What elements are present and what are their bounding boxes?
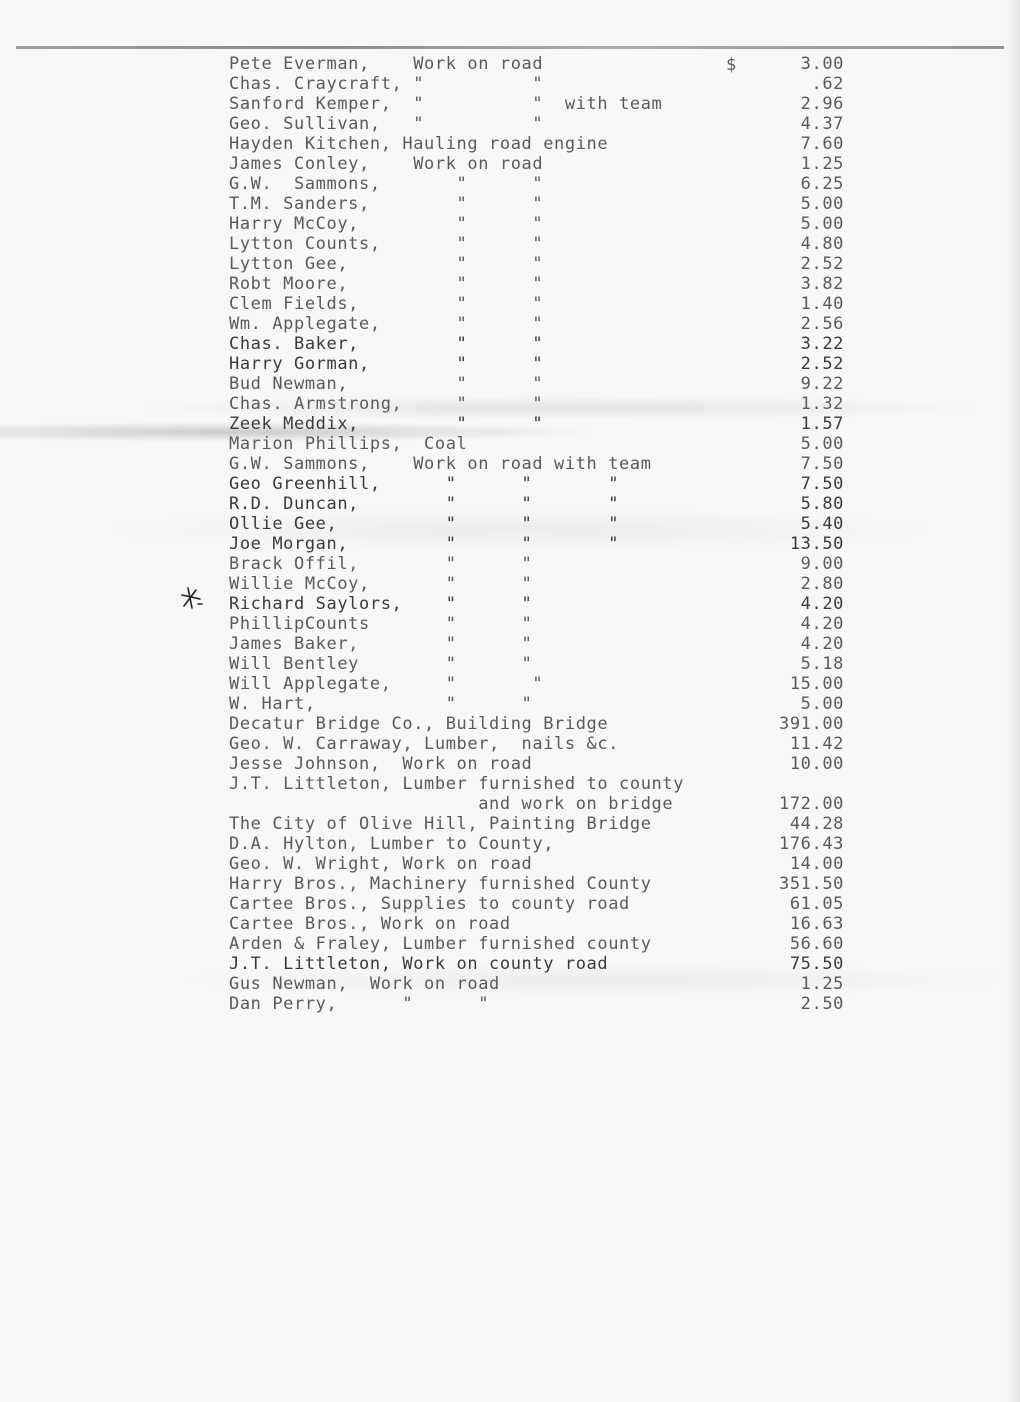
ledger-entry-amount: 9.22 [800, 374, 844, 394]
ledger-row [0, 174, 1020, 194]
ledger-entry-text: J.T. Littleton, Lumber furnished to county [229, 774, 685, 794]
ledger-entry-text: Zeek Meddix, " " [229, 414, 544, 434]
ledger-entry-amount: 5.18 [800, 654, 844, 674]
ledger-row [0, 74, 1020, 94]
ledger-entry-amount: 7.50 [800, 454, 844, 474]
ledger-row [0, 834, 1020, 854]
ledger-entry-text: Willie McCoy, " " [229, 574, 533, 594]
ledger-entry-amount: 7.50 [800, 474, 844, 494]
ledger-entry-text: Chas. Craycraft, " " [229, 74, 544, 94]
ledger-entry-text: G.W. Sammons, " " [229, 174, 544, 194]
ledger-row [0, 54, 1020, 74]
ledger-entry-amount: 16.63 [789, 914, 844, 934]
ledger-entry-amount: 5.00 [800, 214, 844, 234]
ledger-entry-text: James Baker, " " [229, 634, 533, 654]
ledger-entry-amount: .62 [811, 74, 844, 94]
ledger-entry-text: Marion Phillips, Coal [229, 434, 468, 454]
ledger-entry-text: Gus Newman, Work on road [229, 974, 500, 994]
ledger-entry-text: Robt Moore, " " [229, 274, 544, 294]
ledger-entry-amount: 4.20 [800, 634, 844, 654]
ledger-row [0, 654, 1020, 674]
ledger-entry-amount: 5.00 [800, 434, 844, 454]
ledger-row [0, 394, 1020, 414]
ledger-entry-amount: 44.28 [789, 814, 844, 834]
ledger-entry-amount: 9.00 [800, 554, 844, 574]
ledger-entry-text: Wm. Applegate, " " [229, 314, 544, 334]
ledger-row [0, 254, 1020, 274]
ledger-entry-text: Dan Perry, " " [229, 994, 490, 1014]
ledger-row [0, 714, 1020, 734]
ledger-row [0, 374, 1020, 394]
ledger-entry-amount: 1.25 [800, 154, 844, 174]
ledger-entry-amount: 2.96 [800, 94, 844, 114]
ledger-entry-amount: 4.80 [800, 234, 844, 254]
ledger-row [0, 894, 1020, 914]
ledger-entry-amount: 3.00 [800, 54, 844, 74]
ledger-row [0, 574, 1020, 594]
ledger-entry-text: Harry Bros., Machinery furnished County [229, 874, 652, 894]
ledger-entry-amount: 10.00 [789, 754, 844, 774]
ledger-entry-amount: 3.82 [800, 274, 844, 294]
ledger-entry-text: Ollie Gee, " " " [229, 514, 620, 534]
ledger-entry-amount: 391.00 [778, 714, 844, 734]
ledger-entry-text: Jesse Johnson, Work on road [229, 754, 533, 774]
ledger-entry-amount: 1.40 [800, 294, 844, 314]
ledger-entry-text: Chas. Baker, " " [229, 334, 544, 354]
ledger-entry-text: and work on bridge [229, 794, 674, 814]
ledger-row [0, 694, 1020, 714]
ledger-entry-text: Brack Offil, " " [229, 554, 533, 574]
ledger-row [0, 314, 1020, 334]
ledger-row [0, 614, 1020, 634]
ledger-entry-text: Cartee Bros., Supplies to county road [229, 894, 630, 914]
ledger-entry-amount: 15.00 [789, 674, 844, 694]
ledger-entry-text: Decatur Bridge Co., Building Bridge [229, 714, 609, 734]
ledger-entry-text: J.T. Littleton, Work on county road [229, 954, 609, 974]
ledger-entry-amount: 11.42 [789, 734, 844, 754]
ledger-entry-text: R.D. Duncan, " " " [229, 494, 620, 514]
ledger-row [0, 814, 1020, 834]
ledger-row [0, 134, 1020, 154]
ledger-row [0, 434, 1020, 454]
ledger-entry-amount: 176.43 [778, 834, 844, 854]
ledger-entry-text: Pete Everman, Work on road [229, 54, 544, 74]
ledger-entry-text: Clem Fields, " " [229, 294, 544, 314]
ledger-entry-text: Will Bentley " " [229, 654, 533, 674]
ledger-entry-text: G.W. Sammons, Work on road with team [229, 454, 652, 474]
ledger-row [0, 94, 1020, 114]
ledger-entry-amount: 61.05 [789, 894, 844, 914]
ledger-row [0, 494, 1020, 514]
ledger-row [0, 994, 1020, 1014]
ledger-entry-amount: 5.00 [800, 694, 844, 714]
ledger-entry-text: D.A. Hylton, Lumber to County, [229, 834, 555, 854]
ledger-entry-text: Cartee Bros., Work on road [229, 914, 511, 934]
ledger-row [0, 914, 1020, 934]
ledger-row [0, 974, 1020, 994]
ledger-entry-text: T.M. Sanders, " " [229, 194, 544, 214]
ledger-row [0, 774, 1020, 794]
ledger-entry-amount: 6.25 [800, 174, 844, 194]
ledger-row [0, 534, 1020, 554]
ledger-row [0, 154, 1020, 174]
ledger-entry-text: Geo. W. Wright, Work on road [229, 854, 533, 874]
ledger-entry-amount: 5.40 [800, 514, 844, 534]
ledger-row [0, 874, 1020, 894]
ledger-entry-amount: 13.50 [789, 534, 844, 554]
ledger-entry-amount: 172.00 [778, 794, 844, 814]
ledger-entry-text: Joe Morgan, " " " [229, 534, 620, 554]
ledger-entry-text: Harry Gorman, " " [229, 354, 544, 374]
ledger-entry-text: Sanford Kemper, " " with team [229, 94, 663, 114]
ledger-row [0, 734, 1020, 754]
ledger-row [0, 934, 1020, 954]
ledger-row [0, 234, 1020, 254]
ledger-entry-amount: 5.00 [800, 194, 844, 214]
ledger-entry-amount: 1.57 [800, 414, 844, 434]
ledger-entry-text: W. Hart, " " [229, 694, 533, 714]
ledger-entry-amount: 1.25 [800, 974, 844, 994]
ledger-row [0, 754, 1020, 774]
ledger-entry-text: Bud Newman, " " [229, 374, 544, 394]
ledger-entry-amount: 7.60 [800, 134, 844, 154]
ledger-entry-text: Geo Greenhill, " " " [229, 474, 620, 494]
ledger-row [0, 194, 1020, 214]
ledger-entry-text: Lytton Gee, " " [229, 254, 544, 274]
ledger-entry-amount: 4.37 [800, 114, 844, 134]
ledger-entry-text: James Conley, Work on road [229, 154, 544, 174]
ledger-entry-text: Will Applegate, " " [229, 674, 544, 694]
ledger-row [0, 294, 1020, 314]
ledger-entry-text: The City of Olive Hill, Painting Bridge [229, 814, 652, 834]
ledger-row [0, 954, 1020, 974]
ledger-row [0, 674, 1020, 694]
ledger-entry-text: Arden & Fraley, Lumber furnished county [229, 934, 652, 954]
ledger-entry-amount: 56.60 [789, 934, 844, 954]
ledger-entry-amount: 2.52 [800, 354, 844, 374]
ledger-entry-amount: 2.56 [800, 314, 844, 334]
ledger-row [0, 334, 1020, 354]
ledger-entry-text: PhillipCounts " " [229, 614, 533, 634]
ledger-row [0, 854, 1020, 874]
currency-symbol: $ [726, 55, 737, 75]
ledger-entry-text: Geo. W. Carraway, Lumber, nails &c. [229, 734, 620, 754]
ledger-entry-amount: 1.32 [800, 394, 844, 414]
ledger-entry-amount: 351.50 [778, 874, 844, 894]
ledger-entry-amount: 2.52 [800, 254, 844, 274]
ledger-row [0, 554, 1020, 574]
ledger-entry-amount: 14.00 [789, 854, 844, 874]
ledger-entry-amount: 3.22 [800, 334, 844, 354]
ledger-entry-amount: 4.20 [800, 594, 844, 614]
ledger-entry-amount: 5.80 [800, 494, 844, 514]
ledger-row [0, 114, 1020, 134]
ledger-row [0, 514, 1020, 534]
ledger-row [0, 354, 1020, 374]
ledger-entry-text: Hayden Kitchen, Hauling road engine [229, 134, 609, 154]
ledger-entry-amount: 2.80 [800, 574, 844, 594]
ledger-entry-amount: 4.20 [800, 614, 844, 634]
ledger-row [0, 474, 1020, 494]
ledger-row [0, 794, 1020, 814]
ledger-row [0, 454, 1020, 474]
ledger-entry-text: Harry McCoy, " " [229, 214, 544, 234]
ledger-row [0, 214, 1020, 234]
ledger-entry-amount: 75.50 [789, 954, 844, 974]
ledger-row [0, 594, 1020, 614]
ledger-row [0, 274, 1020, 294]
ledger-entry-text: Chas. Armstrong, " " [229, 394, 544, 414]
ledger-row [0, 414, 1020, 434]
ledger-row [0, 634, 1020, 654]
ledger-entry-text: Richard Saylors, " " [229, 594, 533, 614]
ledger-entry-text: Lytton Counts, " " [229, 234, 544, 254]
ledger-entry-amount: 2.50 [800, 994, 844, 1014]
ledger-entry-text: Geo. Sullivan, " " [229, 114, 544, 134]
